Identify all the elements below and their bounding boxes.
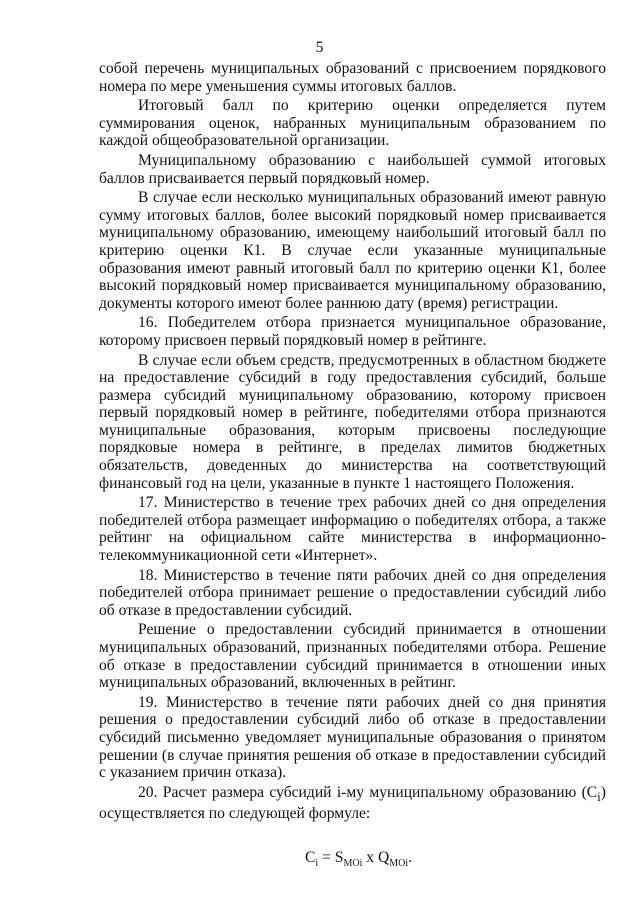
paragraph: В случае если несколько муниципальных образований имеют равную сумму итоговых баллов, более высокий порядковый номер присваивается муниципальному образованию, имеющему наибольший итоговый балл по критерию оценки К1. В случае если указанные муниципальные образования имеют равный итоговый балл по критерию оценки К1, более высокий порядковый номер присваивается муниципальному образованию, документы которого имеют более раннюю дату (время) регистрации. (99, 189, 606, 312)
formula-equals-s: = S (318, 849, 344, 867)
formula-s-subscript: MOi (343, 858, 363, 870)
formula-lhs: C (305, 849, 316, 867)
page-number: 5 (315, 39, 324, 56)
paragraph-20-text: 20. Расчет размера субсидий i-му муниципальному образованию (C (138, 783, 598, 801)
paragraph: Решение о предоставлении субсидий принимается в отношении муниципальных образований, признанных победителями отбора. Решение об отказе в предоставлении субсидий принимается в отношении иных муниципальных образований, включенных в рейтинг. (99, 621, 606, 692)
paragraph: Муниципальному образованию с наибольшей суммой итоговых баллов присваивается первый порядковый номер. (99, 151, 606, 187)
paragraph-item-19: 19. Министерство в течение пяти рабочих дней со дня принятия решения о предоставлении субсидий либо об отказе в предоставлении субсидий письменно уведомляет муниципальные образования о принятом решении (в случае принятия решения об отказе в предоставлении субсидий с указанием причин отказа). (99, 693, 606, 782)
formula-end: . (408, 849, 413, 867)
paragraph-item-20 (99, 784, 606, 823)
formula-multiply-q: x Q (362, 849, 390, 867)
formula-lhs-subscript: i (315, 858, 319, 870)
formula-q-subscript: MOi (389, 858, 409, 870)
paragraph-20-subscript: i (597, 788, 601, 804)
document-body (99, 60, 606, 870)
paragraph-item-16: 16. Победителем отбора признается муниципальное образование, которому присвоен первый порядковый номер в рейтинге. (99, 314, 606, 349)
paragraph: В случае если объем средств, предусмотренных в областном бюджете на предоставление субсидий в году предоставления субсидий, больше размера субсидий муниципальному образованию, которому присвоен первый порядковый номер в рейтинге, победителями отбора признаются муниципальные образования, которым присвоены последующие порядковые номера в рейтинге, в пределах лимитов бюджетных обязательств, доведенных до министерства на соответствующий финансовый год на цели, указанные в пункте 1 настоящего Положения. (99, 351, 606, 492)
paragraph-item-18: 18. Министерство в течение пяти рабочих дней со дня определения победителей отбора принимает решение о предоставлении субсидий либо об отказе в предоставлении субсидий. (99, 566, 606, 619)
paragraph: Итоговый балл по критерию оценки определяется путем суммирования оценок, набранных муниципальным образованием по каждой общеобразовательной организации. (99, 97, 606, 150)
subsidy-formula (99, 849, 606, 870)
paragraph-20-tail: ) осуществляется по следующей формуле: (99, 783, 606, 823)
paragraph-item-17: 17. Министерство в течение трех рабочих дней со дня определения победителей отбора размещает информацию о победителях отбора, а также рейтинг на официальном сайте министерства в информационно-телекоммуникационной сети «Интернет». (99, 494, 606, 565)
paragraph: собой перечень муниципальных образований с присвоением порядкового номера по мере уменьшения суммы итоговых баллов. (99, 60, 606, 95)
